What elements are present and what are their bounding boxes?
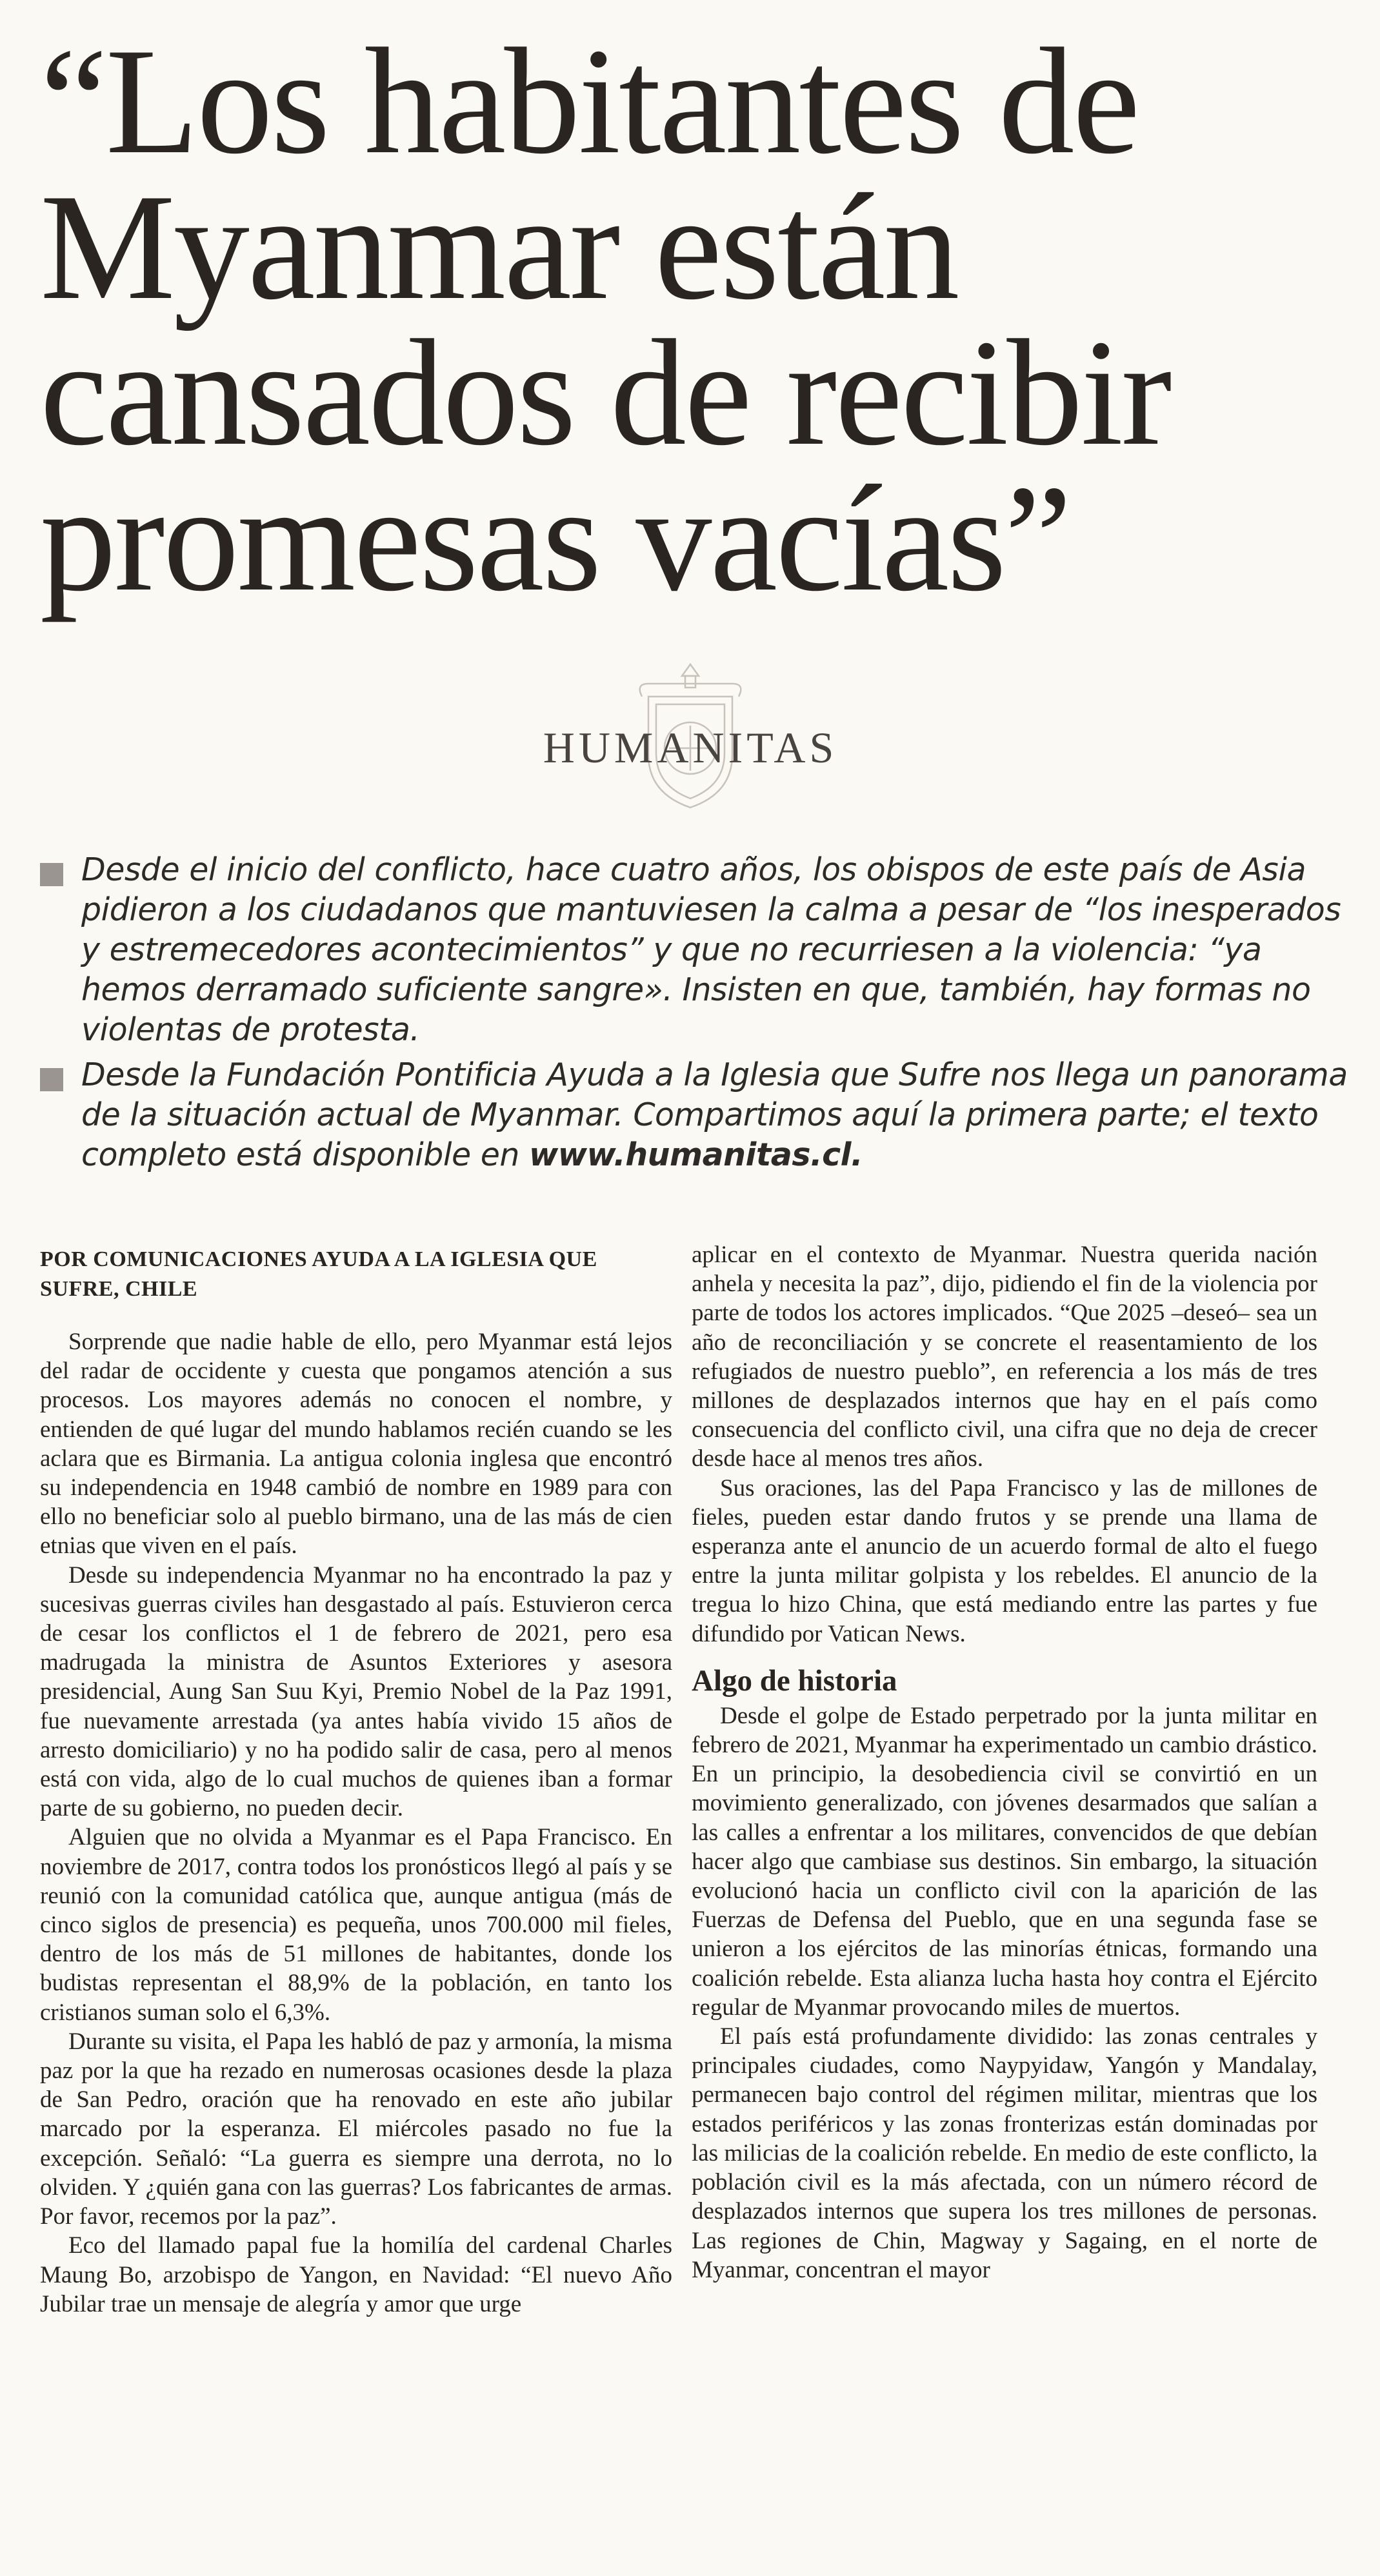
paragraph: El país está profundamente dividido: las zonas centrales y principales ciudades, como Naypyidaw, Yangón y Mandalay, permanecen bajo control del régimen militar, mientras que los estados periféricos y las zonas fronterizas están dominadas por las milicias de la coalición rebelde. En medio de este conflicto, la población civil es la más afectada, con un número récord de desplazados internos que supera los tres millones de personas. Las regiones de Chin, Magway y Sagaing, en el norte de Myanmar, concentran el mayor (692, 2023, 1317, 2283)
bullet-square-icon (40, 1068, 63, 1091)
summary-bullet (40, 850, 1350, 1050)
headline-line: promesas vacías” (40, 455, 1070, 623)
bullet-square-icon (40, 863, 63, 886)
paragraph: Eco del llamado papal fue la homilía del cardenal Charles Maung Bo, arzobispo de Yangon, en Navidad: “El nuevo Año Jubilar trae un mensaje de alegría y amor que urge (40, 2232, 672, 2317)
article-column-right (692, 1240, 1317, 2284)
masthead-brand: HUMANITAS (543, 723, 838, 772)
paragraph: Sus oraciones, las del Papa Francisco y las de millones de fieles, pueden estar dando frutos y se prende una llama de esperanza ante el anuncio de un acuerdo formal de alto el fuego entre la junta militar golpista y los rebeldes. El anuncio de la tregua lo hizo China, que está mediando entre las partes y fue difundido por Vatican News. (692, 1474, 1317, 1647)
headline-line: cansados de recibir (40, 309, 1170, 477)
article-column-left (40, 1245, 672, 2319)
paragraph: aplicar en el contexto de Myanmar. Nuestra querida nación anhela y necesita la paz”, dijo, pidiendo el fin de la violencia por parte de todos los actores implicados. “Que 2025 –deseó– sea un año de reconciliación y se concrete el reasentamiento de los refugiados de nuestro pueblo”, en referencia a los más de tres millones de desplazados internos que hay en el país como consecuencia del conflicto civil, una cifra que no deja de crecer desde hace al menos tres años. (692, 1242, 1317, 1472)
paragraph: Alguien que no olvida a Myanmar es el Papa Francisco. En noviembre de 2017, contra todos los pronósticos llegó al país y se reunió con la comunidad católica que, aunque antigua (más de cinco siglos de presencia) es pequeña, unos 700.000 mil fieles, dentro de los más de 51 millones de habitantes, donde los budistas representan el 88,9% de la población, en tanto los cristianos suman solo el 6,3%. (40, 1824, 672, 2026)
bullet-text (81, 1055, 1350, 1175)
summary-bullet (40, 1055, 1350, 1175)
headline-line: “Los habitantes de (40, 17, 1139, 186)
paragraph: Sorprende que nadie hable de ello, pero Myanmar está lejos del radar de occidente y cuesta que pongamos atención a sus procesos. Los mayores además no conocen el nombre, y entienden de qué lugar del mundo hablamos recién cuando se les aclara que es Birmania. La antigua colonia inglesa que encontró su independencia en 1948 cambió de nombre en 1989 para con ello no beneficiar solo al pueblo birmano, una de las más de cien etnias que viven en el país. (40, 1329, 672, 1560)
headline-line: Myanmar están (40, 163, 958, 332)
bullet-text: Desde el inicio del conflicto, hace cuatro años, los obispos de este país de Asia pidieron a los ciudadanos que mantuviesen la calma a pesar de “los inesperados y estremecedores acontecimientos” y que no recurriesen a la violencia: “ya hemos derramado suficiente sangre». Insisten en que, también, hay formas no violentas de protesta. (81, 851, 1341, 1048)
paragraph: Durante su visita, el Papa les habló de paz y armonía, la misma paz por la que ha rezado en numerosas ocasiones desde la plaza de San Pedro, oración que ha renovado en este año jubilar marcado por la esperanza. El miércoles pasado no fue la excepción. Señaló: “La guerra es siempre una derrota, no lo olviden. Y ¿quién gana con las guerras? Los fabricantes de armas. Por favor, recemos por la paz”. (40, 2028, 672, 2230)
bullet-text-body: Desde la Fundación Pontificia Ayuda a la Iglesia que Sufre nos llega un panorama de la situación actual de Myanmar. Compartimos aquí la primera parte; el texto completo está disponible en (81, 1056, 1348, 1173)
paragraph: Desde el golpe de Estado perpetrado por la junta militar en febrero de 2021, Myanmar ha experimentado un cambio drástico. En un principio, la desobediencia civil se convirtió en un movimiento generalizado, con jóvenes desarmados que salían a las calles a enfrentar a los militares, convencidos de que debían hacer algo que cambiase sus destinos. Sin embargo, la situación evolucionó hacia un conflicto civil con la aparición de las Fuerzas de Defensa del Pueblo, que en una segunda fase se unieron a los ejércitos de las minorías étnicas, formando una coalición rebelde. Esta alianza lucha hasta hoy contra el Ejército regular de Myanmar provocando miles de muertos. (692, 1702, 1317, 2021)
paragraph: Desde su independencia Myanmar no ha encontrado la paz y sucesivas guerras civiles han desgastado al país. Estuvieron cerca de cesar los conflictos el 1 de febrero de 2021, pero esa madrugada la ministra de Asuntos Exteriores y asesora presidencial, Aung San Suu Kyi, Premio Nobel de la Paz 1991, fue nuevamente arrestada (ya antes había vivido 15 años de arresto domiciliario) y no ha podido salir de casa, pero al menos está con vida, algo de lo cual muchos de quienes iban a formar parte de su gobierno, no pueden decir. (40, 1561, 672, 1822)
summary-bullets (40, 850, 1350, 1180)
article-headline (40, 17, 1350, 623)
article-byline: POR COMUNICACIONES AYUDA A LA IGLESIA QUE SUFRE, CHILE (40, 1247, 597, 1301)
section-subheading: Algo de historia (692, 1663, 897, 1698)
section-masthead (510, 658, 871, 813)
website-link[interactable]: www.humanitas.cl. (529, 1136, 863, 1173)
